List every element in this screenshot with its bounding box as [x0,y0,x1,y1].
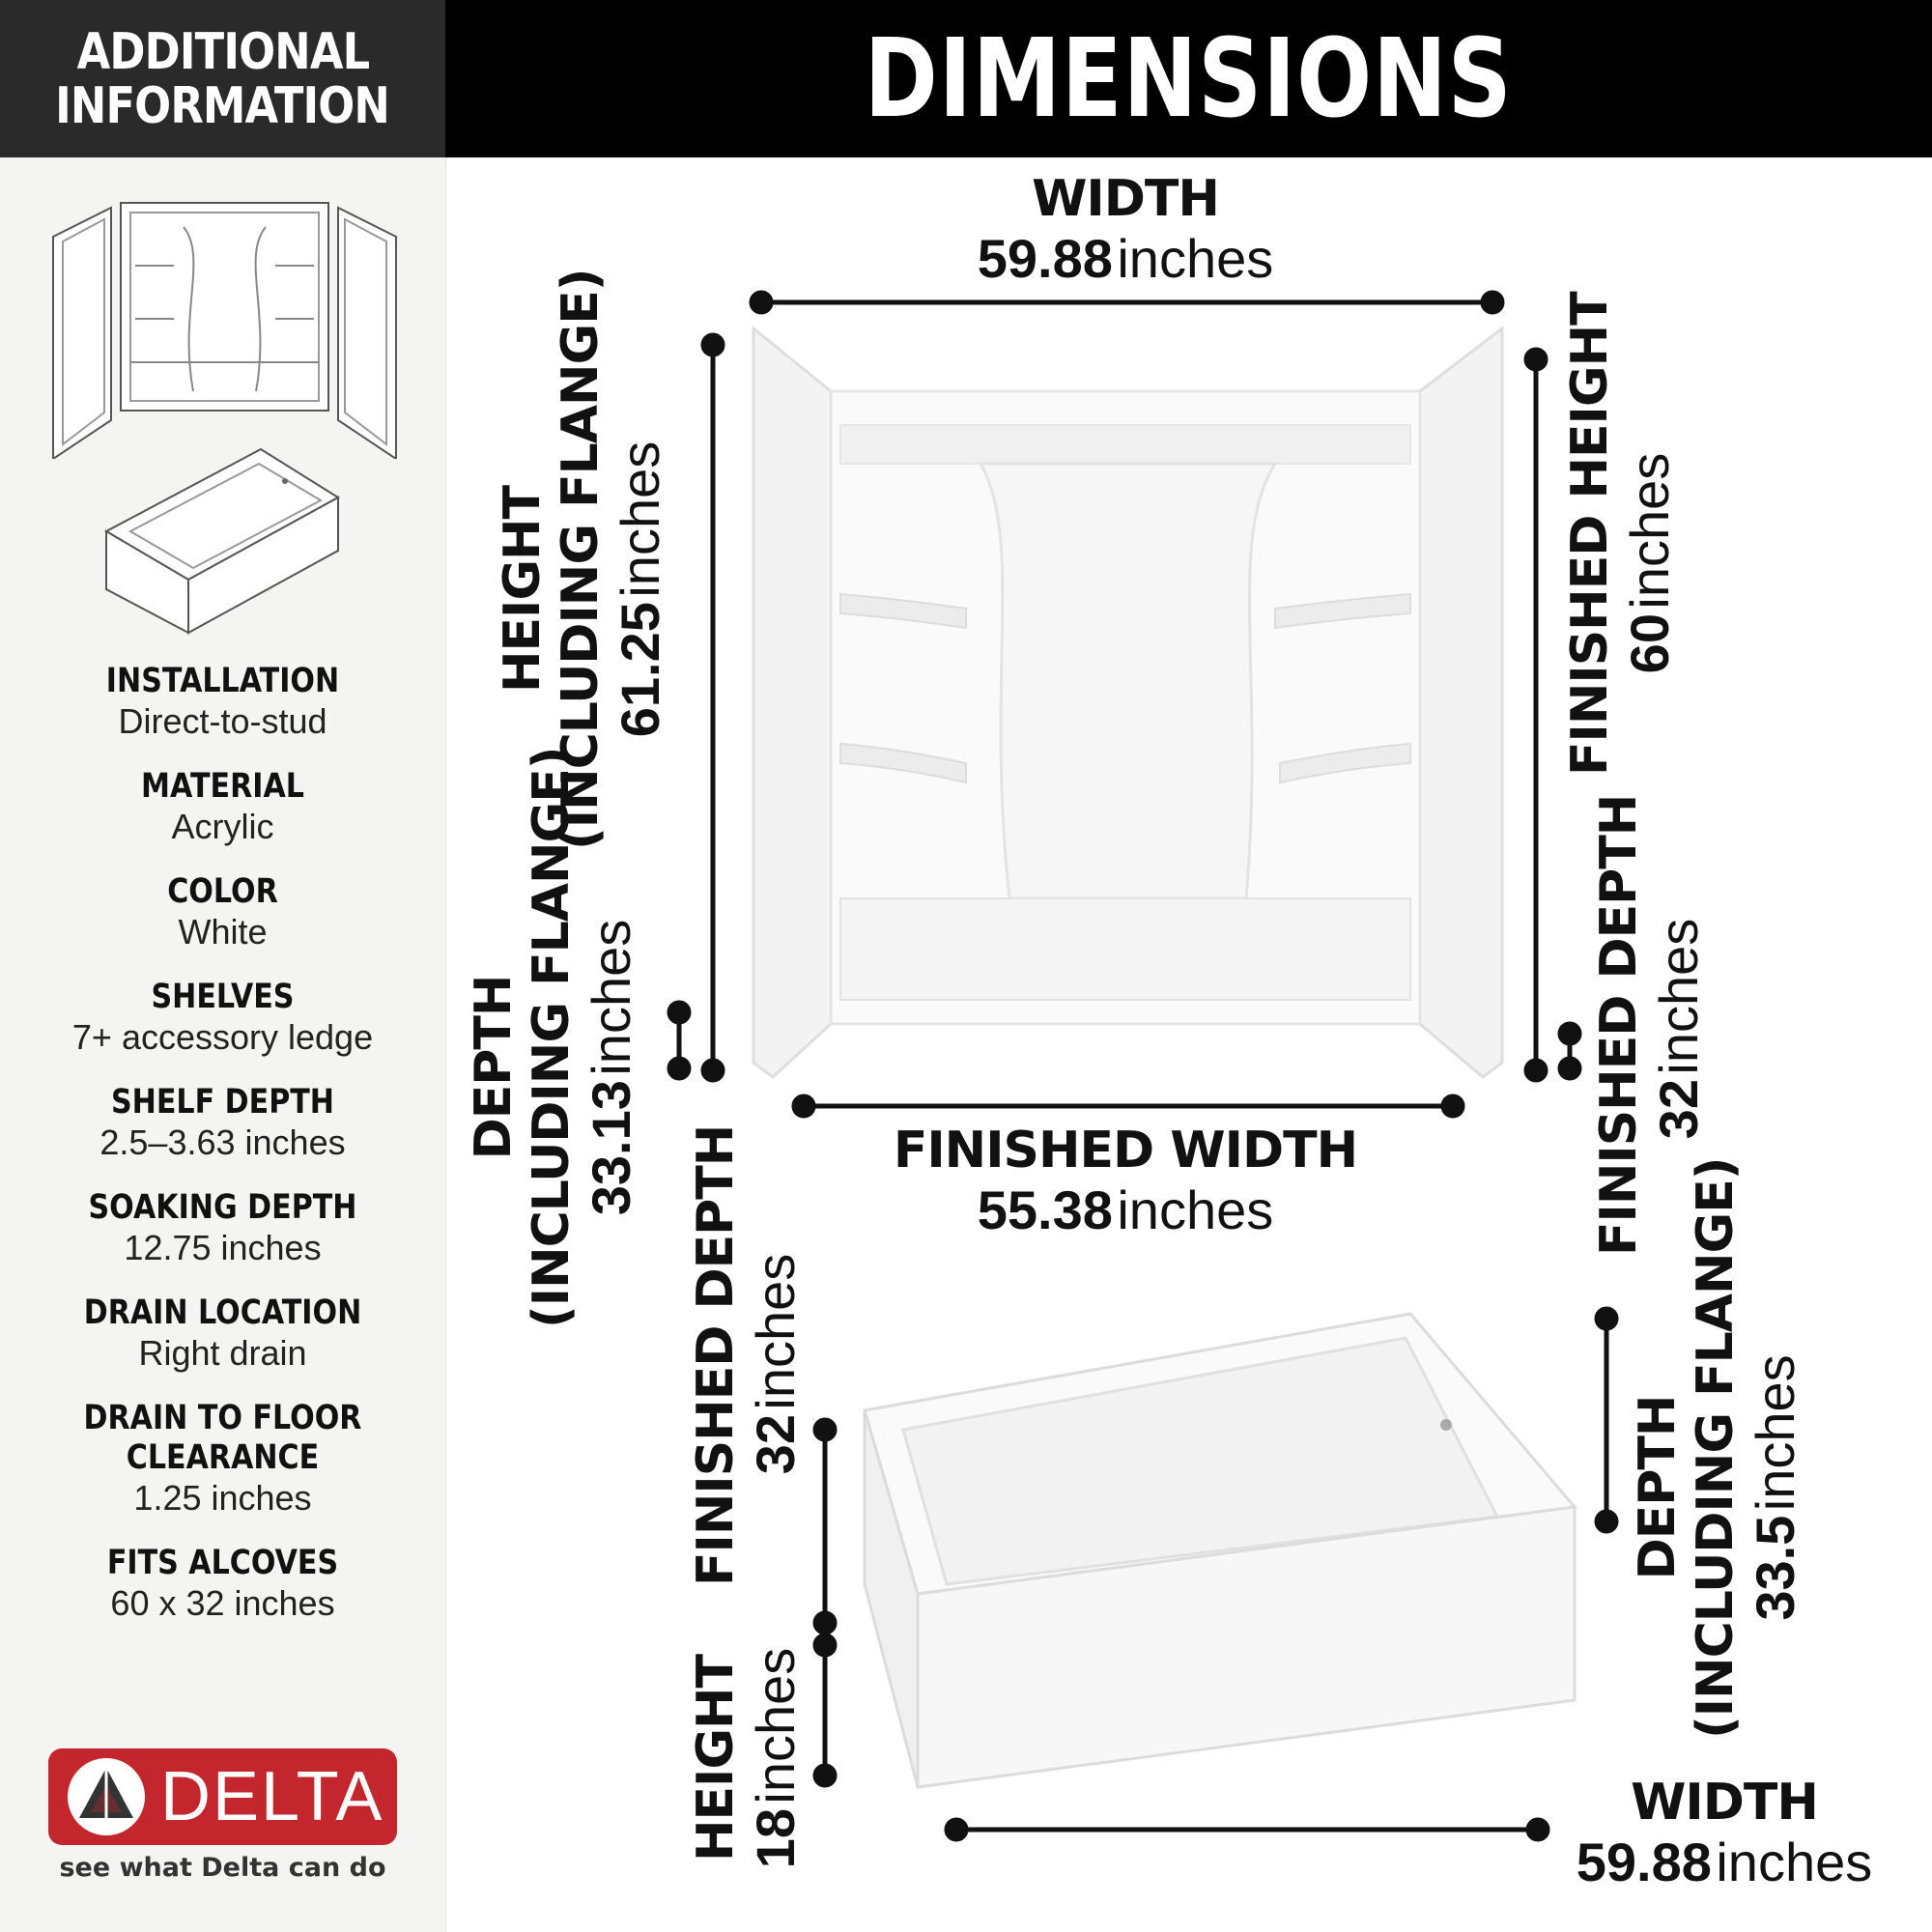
spec-value: Acrylic [171,807,274,846]
page-title: DIMENSIONS [865,15,1513,142]
dim-unit: inches [1745,1354,1805,1512]
spec-label: DRAIN LOCATION [83,1293,362,1332]
spec-installation [0,662,445,742]
brand-tagline: see what Delta can do [59,1853,386,1883]
spec-label: SHELF DEPTH [111,1083,334,1122]
spec-label: FITS ALCOVES [106,1544,339,1582]
wall-finished-depth-line [1560,1024,1579,1078]
dim-value: 61.25 [610,602,670,738]
wall-surround-drawing [753,328,1502,1077]
dim-label-sub: (INCLUDING FLANGE) [1687,1157,1745,1739]
dim-unit: inches [745,1647,806,1804]
spec-drain-clearance [0,1399,445,1519]
spec-value: Right drain [138,1333,307,1373]
wall-height-line [703,335,723,1080]
dim-unit: inches [1648,918,1709,1075]
sidebar-header-line1: ADDITIONAL [76,22,369,81]
tub-depth-label [1629,1157,1816,1739]
wall-finished-height-line [1526,350,1546,1080]
sidebar-header [0,0,445,157]
dim-label: DEPTH [1629,1395,1687,1580]
dim-unit: inches [581,919,641,1076]
dim-unit: inches [745,1253,806,1410]
bathtub-drawing [865,1314,1575,1787]
spec-list [0,662,445,1649]
dim-label-sub: (INCLUDING FLANGE) [552,269,610,850]
dim-unit: inches [1117,228,1274,289]
dim-value: 18 [745,1808,806,1869]
dim-value: 60 [1619,613,1680,674]
dim-label: WIDTH [1032,170,1219,228]
wall-finished-width-label [884,1122,1367,1240]
dim-label: HEIGHT [494,485,552,694]
dim-unit: inches [1716,1832,1873,1892]
sidebar-header-line2: INFORMATION [55,76,390,135]
spec-soaking-depth [0,1188,445,1268]
spec-label: SOAKING DEPTH [88,1188,357,1227]
dim-label: FINISHED DEPTH [687,1124,745,1586]
wall-depth-label [465,747,652,1328]
wall-width-line [752,293,1502,312]
dim-unit: inches [610,440,670,598]
spec-label: INSTALLATION [105,662,340,700]
dim-label-sub: (INCLUDING FLANGE) [523,747,581,1328]
tub-finished-depth-label [687,1124,816,1586]
tub-depth-line [1597,1309,1616,1531]
dim-label: HEIGHT [687,1654,745,1862]
dim-value: 33.5 [1745,1515,1805,1621]
spec-label: DRAIN TO FLOOR CLEARANCE [83,1399,362,1477]
spec-value: 2.5–3.63 inches [99,1122,346,1162]
spec-label: SHELVES [151,978,295,1016]
spec-color [0,872,445,952]
delta-triangle-icon [60,1750,153,1843]
spec-value: 7+ accessory ledge [71,1017,374,1057]
spec-material [0,767,445,847]
spec-value: 60 x 32 inches [110,1583,335,1623]
dim-value: 33.13 [581,1080,641,1216]
spec-drain-location [0,1293,445,1374]
spec-label: COLOR [167,872,278,911]
wall-finished-width-line [794,1096,1463,1116]
dim-value: 32 [1648,1079,1709,1140]
wall-panels-thumbnail [48,198,401,459]
dim-label: DEPTH [465,975,523,1160]
dim-label: FINISHED HEIGHT [1561,292,1619,776]
tub-thumbnail [97,444,348,638]
tub-width-label [1531,1774,1918,1892]
delta-wordmark: DELTA [160,1758,384,1835]
wall-finished-height-label [1561,292,1690,776]
spec-value: Direct-to-stud [118,701,327,741]
tub-finished-depth-line [815,1420,835,1633]
dim-label: FINISHED WIDTH [893,1122,1358,1179]
delta-logo [48,1748,397,1845]
dim-value: 32 [745,1414,806,1475]
spec-fits-alcoves [0,1544,445,1624]
spec-shelves [0,978,445,1058]
dim-label: FINISHED DEPTH [1590,794,1648,1256]
spec-value: 12.75 inches [124,1228,322,1267]
spec-value: White [178,912,268,952]
spec-shelf-depth [0,1083,445,1163]
dim-unit: inches [1117,1179,1274,1240]
wall-depth-line [669,1003,689,1078]
page-title-bar [445,0,1932,157]
dim-value: 55.38 [977,1179,1113,1240]
tub-height-line [815,1635,835,1785]
tub-height-label [687,1623,816,1893]
dim-value: 59.88 [977,228,1113,289]
dim-label: WIDTH [1631,1774,1818,1832]
dim-unit: inches [1619,452,1680,610]
dim-value: 59.88 [1576,1832,1712,1892]
spec-label: MATERIAL [141,767,304,806]
tub-width-line [947,1820,1548,1839]
spec-value: 1.25 inches [133,1478,312,1518]
wall-width-label [932,170,1319,289]
